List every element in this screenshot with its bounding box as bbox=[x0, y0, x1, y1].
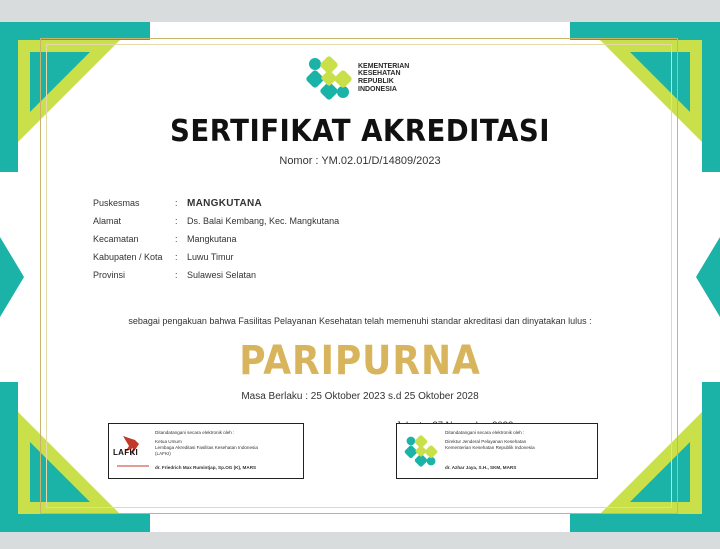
field-colon: : bbox=[175, 234, 178, 244]
validity-period: Masa Berlaku : 25 Oktober 2023 s.d 25 Oktober 2028 bbox=[241, 391, 479, 402]
side-ornament-left bbox=[0, 237, 24, 317]
field-value: Luwu Timur bbox=[187, 252, 234, 262]
field-row bbox=[93, 194, 339, 212]
signer-name: dr. Friedrich Max Rumintjap, Sp.OG (K), MARS bbox=[155, 465, 257, 470]
signer-role: Ketua Umum bbox=[155, 439, 182, 444]
signer-role: Direktur Jenderal Pelayanan Kesehatan bbox=[445, 439, 527, 444]
field-row bbox=[93, 230, 339, 248]
facility-details bbox=[93, 194, 339, 284]
field-value: Mangkutana bbox=[187, 234, 237, 244]
signature-text-lafki bbox=[155, 430, 301, 471]
signature-box-lafki bbox=[108, 423, 304, 479]
ministry-logo bbox=[304, 54, 438, 102]
signer-role: (LAFKI) bbox=[155, 451, 171, 456]
field-colon: : bbox=[175, 252, 178, 262]
field-colon: : bbox=[175, 270, 178, 280]
field-label: Kabupaten / Kota bbox=[93, 252, 163, 262]
signer-role: Kementerian Kesehatan Republik Indonesia bbox=[445, 445, 535, 450]
ministry-logo-text bbox=[358, 63, 438, 93]
signed-note: Ditandatangani secara elektronik oleh : bbox=[445, 430, 525, 435]
logo-line: KEMENTERIAN bbox=[358, 62, 410, 70]
signer-role: Lembaga Akreditasi Fasilitas Kesehatan Indonesia bbox=[155, 445, 258, 450]
certificate-page bbox=[0, 22, 720, 532]
side-ornament-right bbox=[696, 237, 720, 317]
certificate-title: SERTIFIKAT AKREDITASI bbox=[170, 114, 550, 149]
field-row bbox=[93, 266, 339, 284]
ministry-small-logo-icon bbox=[403, 432, 439, 470]
field-colon: : bbox=[175, 198, 178, 208]
field-label: Alamat bbox=[93, 216, 122, 226]
accreditation-statement: sebagai pengakuan bahwa Fasilitas Pelayanan Kesehatan telah memenuhi standar akreditasi dan dinyatakan lulus : bbox=[128, 316, 592, 326]
certificate-number: Nomor : YM.02.01/D/14809/2023 bbox=[279, 155, 441, 167]
signature-text-ministry bbox=[445, 430, 595, 471]
field-value: MANGKUTANA bbox=[187, 197, 263, 209]
field-label: Puskesmas bbox=[93, 198, 140, 208]
field-colon: : bbox=[175, 216, 178, 226]
field-value: Ds. Balai Kembang, Kec. Mangkutana bbox=[187, 216, 340, 226]
lafki-logo-label: LAFKI bbox=[113, 448, 139, 457]
signer-name: dr. Azhar Jaya, S.H., SKM, MARS bbox=[445, 465, 517, 470]
field-label: Provinsi bbox=[93, 270, 126, 280]
ministry-logo-icon bbox=[304, 54, 354, 102]
logo-line: INDONESIA bbox=[358, 85, 397, 93]
field-row bbox=[93, 212, 339, 230]
field-row bbox=[93, 248, 339, 266]
logo-line: REPUBLIK bbox=[358, 78, 394, 85]
field-value: Sulawesi Selatan bbox=[187, 270, 257, 280]
accreditation-grade: PARIPURNA bbox=[239, 338, 481, 384]
signature-box-ministry bbox=[396, 423, 598, 479]
field-label: Kecamatan bbox=[93, 234, 139, 244]
logo-line: KESEHATAN bbox=[358, 70, 401, 78]
signed-note: Ditandatangani secara elektronik oleh : bbox=[155, 430, 235, 435]
